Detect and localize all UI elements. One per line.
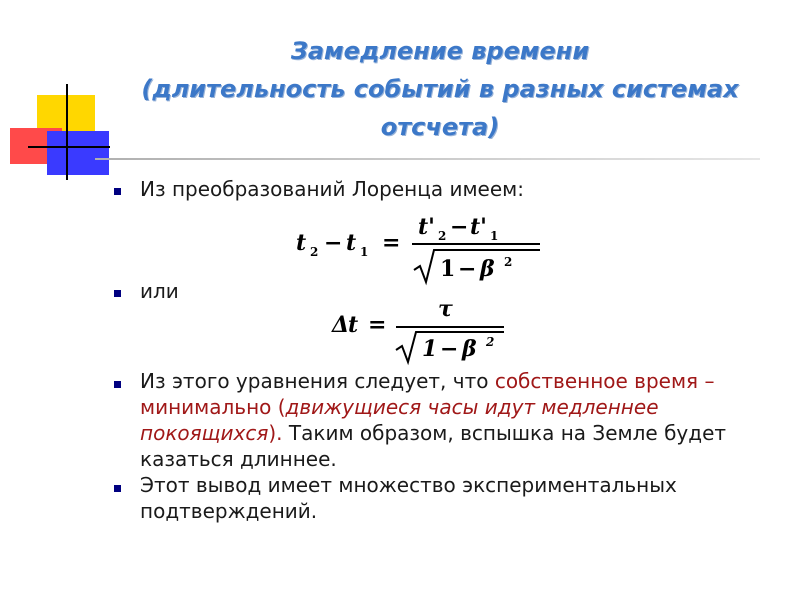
formula1-num-sub2: 2	[438, 229, 447, 243]
formula1-lhs-t1: t	[346, 230, 357, 256]
formula1-den-sq: 2	[504, 255, 513, 269]
formula1-fraction-bar	[412, 243, 540, 245]
time-dilation-formula	[326, 296, 526, 368]
formula2-fraction-bar	[396, 326, 504, 328]
decor-vertical-line	[66, 84, 68, 180]
formula2-equals: =	[368, 312, 387, 338]
formula1-equals: =	[382, 230, 401, 256]
bullet-text-2: или	[140, 279, 179, 303]
bullet3-part5: Таким образом, вспышка на Земле будет казаться длиннее.	[140, 421, 727, 471]
title-line-3: отсчета)	[380, 113, 500, 141]
slide-title	[120, 32, 760, 146]
formula2-den-one: 1	[422, 336, 438, 362]
formula2-den-beta: β	[462, 336, 477, 362]
formula2-delta: Δ	[332, 312, 350, 338]
formula1-num-sub1: 1	[490, 229, 499, 243]
title-line-1: Замедление времени	[290, 37, 590, 65]
bullet-text-1: Из преобразований Лоренца имеем:	[140, 177, 524, 201]
formula1-sqrt-sign	[414, 250, 540, 282]
bullet3-part3: движущиеся часы идут медленнее покоящихся	[140, 395, 659, 445]
decor-blue-square	[47, 131, 109, 175]
formula1-lhs-sub2: 2	[310, 245, 319, 259]
title-line-2: (длительность событий в разных системах	[141, 75, 739, 103]
formula1-den-beta: β	[480, 256, 495, 282]
bullet3-part1: Из этого уравнения следует, что	[140, 369, 495, 393]
formula1-num-t2: t'	[418, 214, 435, 240]
formula2-den-minus: −	[440, 336, 459, 362]
formula1-den-minus: −	[458, 256, 477, 282]
bullet3-part4: ).	[268, 421, 283, 445]
formula1-lhs-t2: t	[296, 230, 307, 256]
formula1-num-minus: −	[450, 214, 469, 240]
bullet-marker-4	[114, 485, 121, 492]
formula2-den-sq: 2	[486, 335, 495, 349]
bullet-marker-1	[114, 188, 121, 195]
formula2-tau: τ	[438, 296, 453, 322]
bullet-text-3	[140, 368, 780, 472]
title-divider	[95, 158, 760, 160]
formula1-lhs-minus: −	[324, 230, 343, 256]
bullet-marker-3	[114, 381, 121, 388]
formula1-num-t1: t'	[470, 214, 487, 240]
bullet-text-4: Этот вывод имеет множество экспериментальных подтверждений.	[140, 473, 677, 523]
formula1-lhs-sub1: 1	[360, 245, 369, 259]
formula2-t: t	[348, 312, 359, 338]
lorentz-formula	[290, 210, 550, 290]
decor-horizontal-line	[28, 146, 110, 148]
bullet-marker-2	[114, 290, 121, 297]
bullet3-part2: собственное время – минимально (	[140, 369, 715, 419]
formula1-den-one: 1	[440, 256, 456, 282]
